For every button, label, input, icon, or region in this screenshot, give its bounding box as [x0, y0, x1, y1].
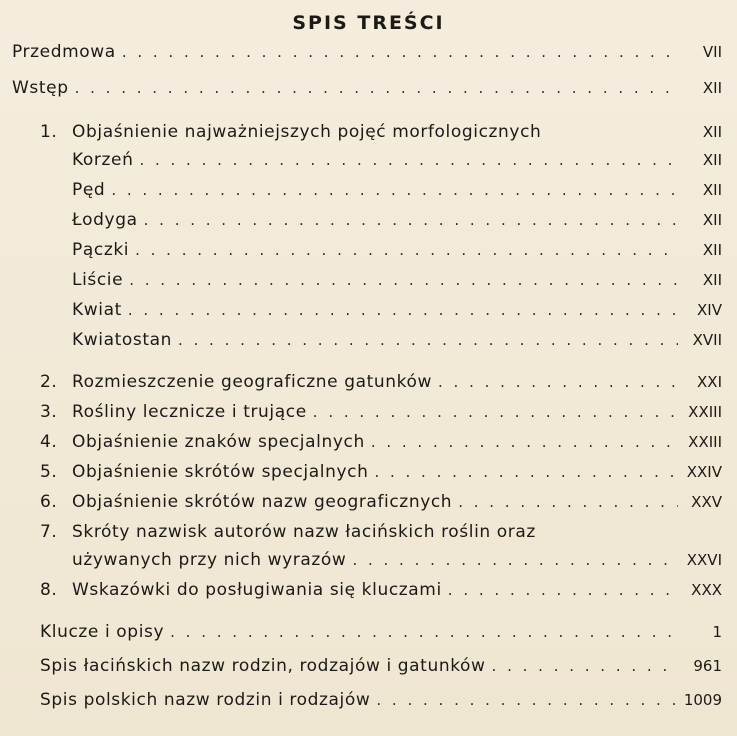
toc-entry-kwiat [72, 298, 722, 322]
toc-entry-klucze [40, 620, 722, 644]
toc-entry-label: Łodyga [72, 210, 138, 230]
toc-entry-label: Korzeń [72, 150, 134, 170]
toc-entry-page: XVII [692, 331, 722, 349]
toc-entry-label: Wskazówki do posługiwania się kluczami [72, 580, 442, 600]
toc-entry-section-1 [40, 120, 722, 144]
toc-entry-section-2 [40, 370, 722, 394]
toc-entry-page: 961 [693, 657, 722, 675]
leader-dots [438, 370, 678, 394]
leader-dots [352, 548, 678, 572]
leader-dots [139, 148, 678, 172]
toc-entry-page: 1 [712, 623, 722, 641]
toc-entry-lodyga [72, 208, 722, 232]
toc-entry-page: XXVI [686, 551, 722, 569]
toc-entry-liscie [72, 268, 722, 292]
toc-entry-number: 8. [40, 580, 58, 600]
leader-dots [129, 268, 678, 292]
toc-entry-page: XXIV [686, 463, 722, 481]
toc-entry-label: Pęd [72, 180, 106, 200]
toc-entry-label: Rośliny lecznicze i trujące [72, 402, 307, 422]
toc-entry-ped [72, 178, 722, 202]
toc-entry-label: Objaśnienie skrótów nazw geograficznych [72, 492, 453, 512]
leader-dots [128, 298, 678, 322]
leader-dots [376, 688, 677, 712]
toc-entry-label: Wstęp [12, 78, 69, 98]
toc-entry-page: 1009 [683, 691, 722, 709]
toc-entry-section-5 [40, 460, 722, 484]
leader-dots [135, 238, 678, 262]
toc-entry-korzen [72, 148, 722, 172]
toc-entry-page: XII [702, 271, 722, 289]
toc-entry-number: 2. [40, 372, 58, 392]
toc-entry-label: Kwiatostan [72, 330, 172, 350]
toc-entry-label: Spis polskich nazw rodzin i rodzajów [40, 690, 371, 710]
leader-dots [371, 430, 678, 454]
toc-entry-page: XXV [691, 493, 722, 511]
toc-entry-section-7 [40, 520, 722, 544]
toc-entry-number: 3. [40, 402, 58, 422]
leader-dots [75, 76, 678, 100]
toc-entry-section-8 [40, 578, 722, 602]
toc-entry-kwiatostan [72, 328, 722, 352]
toc-entry-wstep [12, 76, 722, 100]
toc-entry-number: 1. [40, 122, 58, 142]
toc-entry-page: XXIII [688, 433, 722, 451]
toc-entry-label: Liście [72, 270, 124, 290]
toc-entry-latin-index [40, 654, 722, 678]
page-title: SPIS TREŚCI [292, 12, 445, 34]
leader-dots [492, 654, 678, 678]
leader-dots [458, 490, 678, 514]
leader-dots [170, 620, 678, 644]
toc-entry-number: 4. [40, 432, 58, 452]
toc-entry-page: VII [702, 43, 722, 61]
toc-entry-label: Objaśnienie najważniejszych pojęć morfologicznych [72, 122, 542, 142]
toc-entry-label: Klucze i opisy [40, 622, 165, 642]
leader-dots [448, 578, 678, 602]
leader-dots [374, 460, 678, 484]
toc-entry-section-6 [40, 490, 722, 514]
leader-dots [111, 178, 678, 202]
toc-entry-label: Pączki [72, 240, 130, 260]
toc-entry-label: Spis łacińskich nazw rodzin, rodzajów i gatunków [40, 656, 486, 676]
toc-entry-section-3 [40, 400, 722, 424]
toc-entry-label: Rozmieszczenie geograficzne gatunków [72, 372, 433, 392]
toc-entry-label: Skróty nazwisk autorów nazw łacińskich roślin oraz [72, 522, 536, 542]
toc-entry-number: 5. [40, 462, 58, 482]
toc-entry-page: XII [702, 211, 722, 229]
toc-entry-label: Kwiat [72, 300, 122, 320]
toc-entry-polish-index [40, 688, 722, 712]
toc-entry-number: 6. [40, 492, 58, 512]
toc-entry-page: XXIII [688, 403, 722, 421]
toc-entry-paczki [72, 238, 722, 262]
toc-entry-page: XIV [697, 301, 722, 319]
toc-entry-page: XII [702, 181, 722, 199]
toc-entry-page: XII [702, 79, 722, 97]
toc-entry-number: 7. [40, 522, 58, 542]
leader-dots [178, 328, 678, 352]
toc-entry-page: XII [702, 241, 722, 259]
toc-entry-label-continued: używanych przy nich wyrazów [72, 550, 347, 570]
toc-entry-page: XII [702, 123, 722, 141]
toc-entry-label: Objaśnienie skrótów specjalnych [72, 462, 369, 482]
leader-dots [144, 208, 678, 232]
toc-entry-section-4 [40, 430, 722, 454]
toc-entry-przedmowa [12, 40, 722, 64]
leader-dots [122, 40, 678, 64]
toc-entry-label: Przedmowa [12, 42, 116, 62]
toc-entry-label: Objaśnienie znaków specjalnych [72, 432, 365, 452]
toc-entry-page: XXI [697, 373, 722, 391]
toc-entry-section-7-continued [72, 548, 722, 572]
leader-dots [313, 400, 678, 424]
toc-entry-page: XXX [691, 581, 722, 599]
toc-entry-page: XII [702, 151, 722, 169]
